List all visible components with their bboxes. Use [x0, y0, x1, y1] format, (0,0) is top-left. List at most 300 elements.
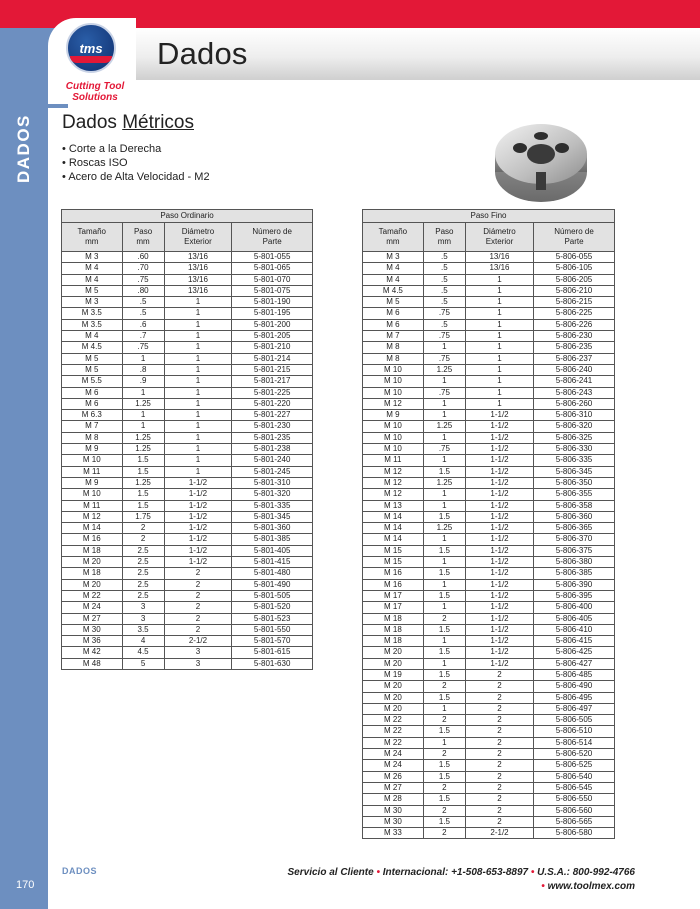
table-row — [363, 602, 615, 613]
cell-tamano: M 19 — [363, 669, 424, 680]
cell-paso: 1 — [423, 579, 465, 590]
cell-paso: 2.5 — [122, 568, 164, 579]
cell-tamano: M 11 — [363, 455, 424, 466]
table-row — [363, 658, 615, 669]
cell-paso: 1 — [423, 658, 465, 669]
cell-numero: 5-806-240 — [534, 364, 615, 375]
cell-tamano: M 5.5 — [62, 376, 123, 387]
table-row — [62, 590, 313, 601]
cell-numero: 5-801-055 — [232, 252, 313, 263]
cell-tamano: M 10 — [62, 489, 123, 500]
cell-paso: 1.5 — [423, 647, 465, 658]
cell-paso: .9 — [122, 376, 164, 387]
cell-numero: 5-806-243 — [534, 387, 615, 398]
table-row — [62, 297, 313, 308]
cell-paso: .5 — [423, 252, 465, 263]
cell-numero: 5-806-365 — [534, 523, 615, 534]
cell-tamano: M 24 — [363, 749, 424, 760]
cell-diametro: 1 — [164, 364, 232, 375]
cell-paso: 1 — [423, 737, 465, 748]
cell-numero: 5-806-360 — [534, 511, 615, 522]
cell-numero: 5-806-345 — [534, 466, 615, 477]
table-row — [62, 466, 313, 477]
cell-numero: 5-806-565 — [534, 816, 615, 827]
cell-tamano: M 3.5 — [62, 319, 123, 330]
cell-tamano: M 9 — [62, 444, 123, 455]
cell-numero: 5-806-215 — [534, 297, 615, 308]
table-row — [62, 252, 313, 263]
cell-diametro: 1 — [164, 308, 232, 319]
table-row — [62, 647, 313, 658]
table-row — [363, 500, 615, 511]
col-tamano: Tamaño mm — [62, 223, 123, 252]
table-row — [363, 421, 615, 432]
table-row — [62, 534, 313, 545]
cell-paso: 1.25 — [423, 523, 465, 534]
table-row — [62, 421, 313, 432]
cell-paso: 2 — [423, 749, 465, 760]
table-row — [62, 432, 313, 443]
feature-item: • Acero de Alta Velocidad - M2 — [62, 170, 210, 184]
cell-numero: 5-806-550 — [534, 794, 615, 805]
table-row — [62, 579, 313, 590]
cell-numero: 5-806-490 — [534, 681, 615, 692]
cell-tamano: M 10 — [363, 444, 424, 455]
cell-tamano: M 8 — [62, 432, 123, 443]
table-row — [62, 568, 313, 579]
cell-paso: 1 — [423, 500, 465, 511]
cell-paso: .75 — [423, 308, 465, 319]
cell-tamano: M 24 — [62, 602, 123, 613]
cell-tamano: M 6.3 — [62, 410, 123, 421]
table-row — [62, 624, 313, 635]
table-row — [62, 523, 313, 534]
cell-paso: 3.5 — [122, 624, 164, 635]
table-row — [363, 410, 615, 421]
cell-numero: 5-806-335 — [534, 455, 615, 466]
cell-tamano: M 14 — [363, 523, 424, 534]
cell-diametro: 1-1/2 — [465, 500, 533, 511]
cell-paso: 1 — [423, 557, 465, 568]
cell-paso: 1 — [423, 376, 465, 387]
cell-numero: 5-801-238 — [232, 444, 313, 455]
table-row — [62, 636, 313, 647]
cell-diametro: 1-1/2 — [465, 410, 533, 421]
cell-diametro: 1 — [465, 376, 533, 387]
cell-numero: 5-801-615 — [232, 647, 313, 658]
usa-phone: U.S.A.: 800-992-4766 — [537, 867, 635, 878]
table-row — [363, 376, 615, 387]
cell-tamano: M 18 — [363, 636, 424, 647]
table-row — [363, 568, 615, 579]
cell-tamano: M 20 — [62, 579, 123, 590]
cell-paso: 1 — [122, 387, 164, 398]
cell-tamano: M 30 — [62, 624, 123, 635]
cell-diametro: 2 — [465, 749, 533, 760]
cell-numero: 5-801-195 — [232, 308, 313, 319]
cell-diametro: 1 — [465, 297, 533, 308]
cell-paso: 2.5 — [122, 557, 164, 568]
col-paso: Paso mm — [122, 223, 164, 252]
cell-tamano: M 22 — [62, 590, 123, 601]
cell-diametro: 1-1/2 — [465, 557, 533, 568]
cell-numero: 5-806-310 — [534, 410, 615, 421]
cell-diametro: 1 — [164, 297, 232, 308]
cell-tamano: M 9 — [363, 410, 424, 421]
cell-numero: 5-806-410 — [534, 624, 615, 635]
cell-diametro: 2 — [465, 760, 533, 771]
cell-paso: .6 — [122, 319, 164, 330]
cell-numero: 5-801-415 — [232, 557, 313, 568]
cell-diametro: 1 — [465, 353, 533, 364]
table-row — [363, 726, 615, 737]
cell-paso: .75 — [423, 387, 465, 398]
cell-diametro: 1 — [465, 319, 533, 330]
cell-numero: 5-801-225 — [232, 387, 313, 398]
cell-diametro: 13/16 — [465, 252, 533, 263]
cell-numero: 5-806-395 — [534, 590, 615, 601]
cell-numero: 5-806-390 — [534, 579, 615, 590]
table-row — [363, 692, 615, 703]
cell-numero: 5-806-210 — [534, 285, 615, 296]
table-row — [363, 387, 615, 398]
cell-diametro: 1 — [164, 342, 232, 353]
cell-diametro: 1-1/2 — [465, 466, 533, 477]
cell-numero: 5-806-400 — [534, 602, 615, 613]
cell-diametro: 1 — [164, 387, 232, 398]
cell-numero: 5-806-505 — [534, 715, 615, 726]
logo-text: tms — [79, 40, 103, 56]
cell-paso: .5 — [423, 319, 465, 330]
table-row — [363, 331, 615, 342]
cell-diametro: 2 — [465, 726, 533, 737]
table-row — [62, 545, 313, 556]
cell-diametro: 1 — [164, 319, 232, 330]
col-numero: Número de Parte — [534, 223, 615, 252]
cell-paso: 1.5 — [423, 669, 465, 680]
feature-item: • Corte a la Derecha — [62, 142, 210, 156]
cell-tamano: M 16 — [62, 534, 123, 545]
cell-paso: 1.5 — [423, 816, 465, 827]
cell-numero: 5-806-358 — [534, 500, 615, 511]
table-row — [62, 444, 313, 455]
cell-diametro: 2 — [164, 624, 232, 635]
table-row — [363, 285, 615, 296]
cell-tamano: M 14 — [363, 534, 424, 545]
cell-paso: 2 — [122, 523, 164, 534]
cell-tamano: M 7 — [62, 421, 123, 432]
website-link[interactable]: www.toolmex.com — [547, 881, 635, 892]
cell-diametro: 1-1/2 — [465, 477, 533, 488]
cell-paso: .75 — [122, 342, 164, 353]
cell-tamano: M 4 — [62, 274, 123, 285]
cell-numero: 5-806-226 — [534, 319, 615, 330]
cell-diametro: 1 — [465, 364, 533, 375]
group-header: Paso Ordinario — [62, 210, 313, 223]
cell-diametro: 1-1/2 — [465, 511, 533, 522]
cell-paso: 1.25 — [423, 421, 465, 432]
table-row — [363, 444, 615, 455]
cell-numero: 5-806-525 — [534, 760, 615, 771]
cell-numero: 5-806-370 — [534, 534, 615, 545]
table-row — [62, 319, 313, 330]
cell-tamano: M 8 — [363, 342, 424, 353]
cell-paso: 1.25 — [122, 398, 164, 409]
cell-paso: 1 — [423, 703, 465, 714]
cell-diametro: 2 — [465, 816, 533, 827]
col-diametro: Diámetro Exterior — [465, 223, 533, 252]
cell-diametro: 1-1/2 — [164, 557, 232, 568]
cell-diametro: 1-1/2 — [465, 647, 533, 658]
cell-diametro: 2 — [465, 669, 533, 680]
table-row — [62, 342, 313, 353]
cell-diametro: 1 — [164, 410, 232, 421]
cell-tamano: M 20 — [363, 658, 424, 669]
section-title-prefix: Dados — [62, 112, 123, 133]
cell-paso: .7 — [122, 331, 164, 342]
cell-numero: 5-806-350 — [534, 477, 615, 488]
cell-tamano: M 8 — [363, 353, 424, 364]
cell-diametro: 1 — [465, 285, 533, 296]
table-row — [62, 308, 313, 319]
group-header: Paso Fino — [363, 210, 615, 223]
cell-paso: .80 — [122, 285, 164, 296]
cell-paso: 1 — [423, 636, 465, 647]
table-row — [62, 364, 313, 375]
sidebar-band — [0, 80, 48, 909]
cell-paso: 1.5 — [122, 466, 164, 477]
cell-numero: 5-801-490 — [232, 579, 313, 590]
cell-diametro: 1-1/2 — [164, 523, 232, 534]
cell-paso: .5 — [122, 308, 164, 319]
table-row — [363, 398, 615, 409]
cell-diametro: 2 — [164, 602, 232, 613]
table-row — [363, 432, 615, 443]
cell-paso: 2 — [423, 805, 465, 816]
section-title — [62, 112, 194, 134]
cell-diametro: 1-1/2 — [465, 489, 533, 500]
table-row — [363, 771, 615, 782]
feature-item: • Roscas ISO — [62, 156, 210, 170]
cell-diametro: 1 — [164, 398, 232, 409]
cell-paso: .5 — [423, 297, 465, 308]
cell-numero: 5-801-335 — [232, 500, 313, 511]
cell-diametro: 1-1/2 — [465, 658, 533, 669]
cell-numero: 5-801-215 — [232, 364, 313, 375]
cell-numero: 5-806-385 — [534, 568, 615, 579]
cell-numero: 5-801-214 — [232, 353, 313, 364]
cell-tamano: M 10 — [363, 376, 424, 387]
cell-paso: .5 — [122, 297, 164, 308]
table-row — [363, 590, 615, 601]
table-row — [363, 805, 615, 816]
tagline-line1: Cutting Tool — [65, 81, 125, 92]
cell-diametro: 1-1/2 — [465, 636, 533, 647]
cell-numero: 5-801-550 — [232, 624, 313, 635]
cell-paso: 1 — [423, 398, 465, 409]
logo-tagline — [60, 81, 130, 103]
cell-tamano: M 11 — [62, 466, 123, 477]
cell-tamano: M 4.5 — [363, 285, 424, 296]
cell-tamano: M 6 — [62, 387, 123, 398]
cell-numero: 5-801-070 — [232, 274, 313, 285]
cell-paso: 1 — [423, 489, 465, 500]
cell-diametro: 1 — [465, 274, 533, 285]
cell-numero: 5-801-520 — [232, 602, 313, 613]
cell-tamano: M 20 — [363, 681, 424, 692]
cell-paso: 1.5 — [122, 455, 164, 466]
cell-paso: 2 — [423, 613, 465, 624]
cell-diametro: 1-1/2 — [465, 432, 533, 443]
cell-diametro: 1 — [465, 331, 533, 342]
cell-diametro: 1 — [164, 353, 232, 364]
cell-numero: 5-806-325 — [534, 432, 615, 443]
cell-numero: 5-806-514 — [534, 737, 615, 748]
table-row — [363, 828, 615, 839]
cell-tamano: M 5 — [62, 353, 123, 364]
cell-diametro: 13/16 — [164, 274, 232, 285]
cell-diametro: 1-1/2 — [465, 590, 533, 601]
cell-numero: 5-801-200 — [232, 319, 313, 330]
cell-diametro: 1-1/2 — [465, 545, 533, 556]
cell-numero: 5-806-205 — [534, 274, 615, 285]
footer-contact: Servicio al Cliente • Internacional: +1-508-653-8897 • U.S.A.: 800-992-4766 • www.toolmex.com — [287, 867, 635, 892]
tms-logo — [66, 23, 116, 73]
cell-numero: 5-806-580 — [534, 828, 615, 839]
cell-paso: 1.25 — [423, 477, 465, 488]
cell-diametro: 2 — [465, 681, 533, 692]
cell-tamano: M 36 — [62, 636, 123, 647]
table-row — [363, 319, 615, 330]
cell-numero: 5-801-405 — [232, 545, 313, 556]
cell-numero: 5-801-240 — [232, 455, 313, 466]
cell-diametro: 2 — [164, 568, 232, 579]
cell-tamano: M 30 — [363, 805, 424, 816]
cell-tamano: M 7 — [363, 331, 424, 342]
cell-paso: .75 — [423, 331, 465, 342]
page-number: 170 — [16, 879, 35, 891]
cell-tamano: M 33 — [363, 828, 424, 839]
table-row — [363, 466, 615, 477]
cell-numero: 5-806-380 — [534, 557, 615, 568]
cell-diametro: 3 — [164, 658, 232, 669]
cell-numero: 5-801-523 — [232, 613, 313, 624]
col-paso: Paso mm — [423, 223, 465, 252]
cell-paso: 1.5 — [423, 794, 465, 805]
cell-paso: 1.75 — [122, 511, 164, 522]
cell-numero: 5-801-360 — [232, 523, 313, 534]
cell-tamano: M 11 — [62, 500, 123, 511]
table-row — [363, 455, 615, 466]
cell-tamano: M 16 — [363, 568, 424, 579]
cell-numero: 5-801-205 — [232, 331, 313, 342]
cell-diametro: 1-1/2 — [465, 455, 533, 466]
cell-diametro: 2 — [164, 613, 232, 624]
cell-tamano: M 18 — [62, 568, 123, 579]
table-row — [62, 658, 313, 669]
cell-tamano: M 14 — [62, 523, 123, 534]
cell-diametro: 2 — [465, 771, 533, 782]
cell-tamano: M 20 — [62, 557, 123, 568]
cell-tamano: M 9 — [62, 477, 123, 488]
cell-tamano: M 18 — [363, 624, 424, 635]
cell-numero: 5-806-055 — [534, 252, 615, 263]
cell-tamano: M 4.5 — [62, 342, 123, 353]
cell-tamano: M 22 — [363, 726, 424, 737]
cell-tamano: M 17 — [363, 602, 424, 613]
table-row — [62, 500, 313, 511]
cell-paso: 3 — [122, 602, 164, 613]
cell-paso: 1.5 — [423, 511, 465, 522]
cell-numero: 5-801-570 — [232, 636, 313, 647]
table-row — [363, 624, 615, 635]
table-row — [363, 557, 615, 568]
cell-diametro: 1 — [164, 444, 232, 455]
table-row — [363, 353, 615, 364]
footer-section-label: DADOS — [62, 866, 98, 876]
cell-numero: 5-801-505 — [232, 590, 313, 601]
table-row — [363, 263, 615, 274]
cell-paso: 1.5 — [122, 500, 164, 511]
international-phone: Internacional: +1-508-653-8897 — [382, 867, 529, 878]
table-row — [363, 489, 615, 500]
table-row — [363, 681, 615, 692]
cell-diametro: 2 — [164, 579, 232, 590]
cell-diametro: 1-1/2 — [164, 534, 232, 545]
table-row — [363, 715, 615, 726]
cell-paso: 1.5 — [423, 760, 465, 771]
table-row — [363, 760, 615, 771]
table-row — [363, 782, 615, 793]
cell-numero: 5-801-075 — [232, 285, 313, 296]
cell-tamano: M 20 — [363, 692, 424, 703]
cell-numero: 5-806-485 — [534, 669, 615, 680]
cell-diametro: 1-1/2 — [465, 421, 533, 432]
cell-diametro: 2 — [465, 805, 533, 816]
cell-numero: 5-806-330 — [534, 444, 615, 455]
cell-numero: 5-806-375 — [534, 545, 615, 556]
cell-numero: 5-801-235 — [232, 432, 313, 443]
cell-tamano: M 12 — [363, 477, 424, 488]
cell-paso: 1.5 — [423, 590, 465, 601]
cell-tamano: M 4 — [62, 263, 123, 274]
cell-numero: 5-806-425 — [534, 647, 615, 658]
page-title: Dados — [157, 36, 248, 71]
cell-diametro: 1-1/2 — [465, 523, 533, 534]
table-row — [62, 410, 313, 421]
cell-paso: 2.5 — [122, 579, 164, 590]
cell-tamano: M 24 — [363, 760, 424, 771]
cell-paso: .75 — [423, 353, 465, 364]
table-row — [363, 534, 615, 545]
cell-tamano: M 4 — [363, 274, 424, 285]
table-row — [62, 274, 313, 285]
cell-tamano: M 5 — [62, 285, 123, 296]
cell-numero: 5-806-520 — [534, 749, 615, 760]
cell-paso: 1.5 — [122, 489, 164, 500]
cell-diametro: 1-1/2 — [164, 477, 232, 488]
cell-tamano: M 12 — [363, 466, 424, 477]
cell-tamano: M 6 — [363, 308, 424, 319]
cell-numero: 5-806-510 — [534, 726, 615, 737]
cell-paso: 1.25 — [122, 444, 164, 455]
cell-diametro: 1 — [164, 466, 232, 477]
cell-diametro: 1-1/2 — [465, 602, 533, 613]
cell-numero: 5-806-405 — [534, 613, 615, 624]
table-row — [363, 364, 615, 375]
cell-paso: .5 — [423, 285, 465, 296]
cell-paso: .75 — [423, 444, 465, 455]
